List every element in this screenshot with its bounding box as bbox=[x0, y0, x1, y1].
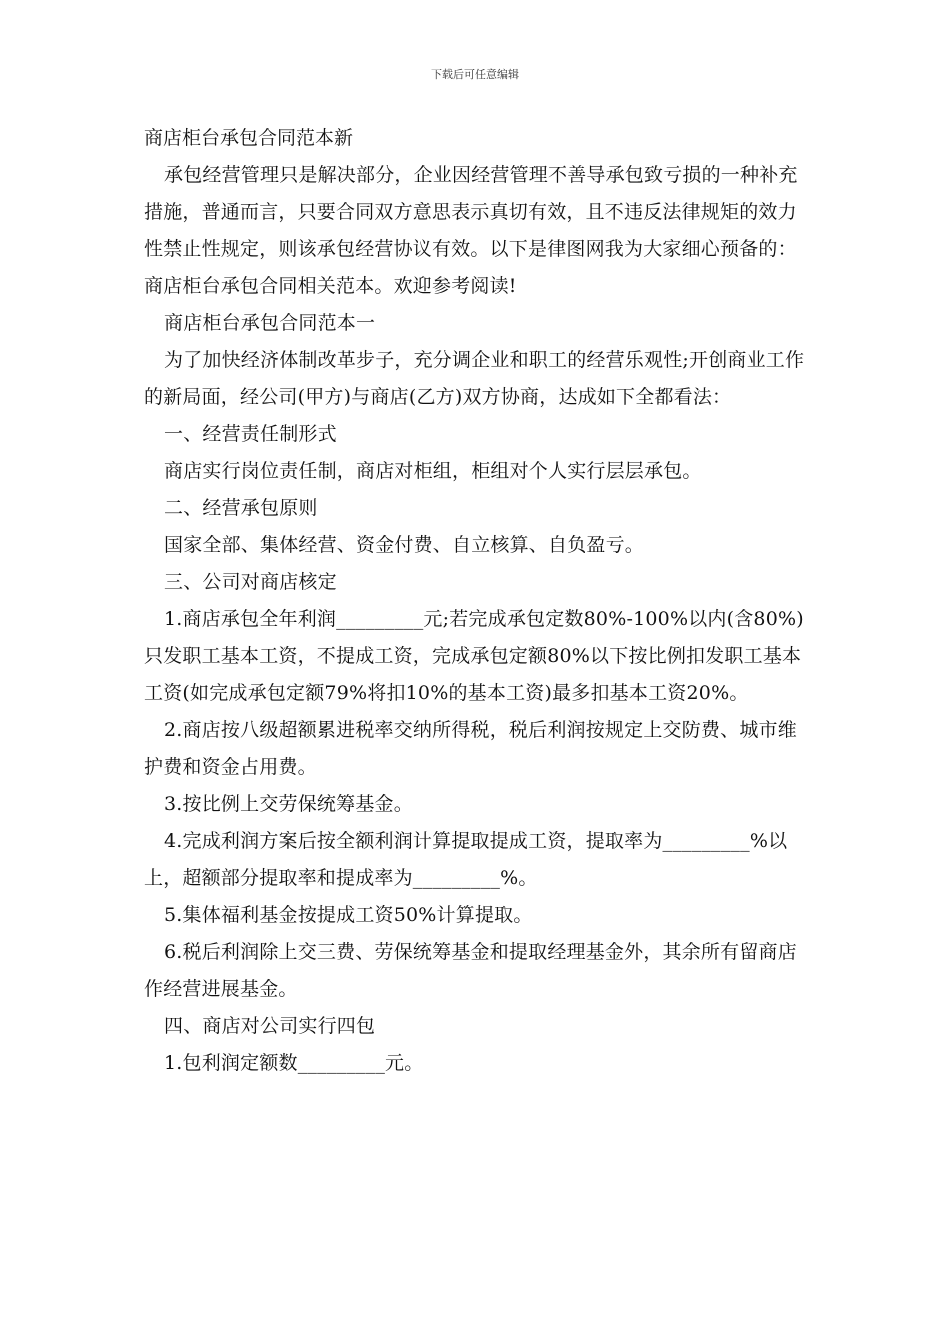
section-heading-1: 一、经营责任制形式 bbox=[164, 423, 337, 445]
clause-3-6: 6.税后利润除上交三费、劳保统筹基金和提取经理基金外，其余所有留商店作经营进展基金。 bbox=[144, 941, 797, 1000]
section-heading-4: 四、商店对公司实行四包 bbox=[164, 1015, 376, 1037]
document-body bbox=[144, 120, 814, 1082]
section-heading-2: 二、经营承包原则 bbox=[164, 497, 318, 519]
paragraph-responsibility: 商店实行岗位责任制，商店对柜组，柜组对个人实行层层承包。 bbox=[164, 460, 702, 482]
clause-3-5: 5.集体福利基金按提成工资50%计算提取。 bbox=[164, 904, 533, 926]
clause-3-4: 4.完成利润方案后按全额利润计算提取提成工资，提取率为_________%以上，超额部分提取率和提成率为_________%。 bbox=[144, 830, 788, 889]
clause-4-1: 1.包利润定额数_________元。 bbox=[164, 1052, 424, 1074]
section-heading-3: 三、公司对商店核定 bbox=[164, 571, 337, 593]
clause-3-3: 3.按比例上交劳保统筹基金。 bbox=[164, 793, 413, 815]
clause-3-1: 1.商店承包全年利润_________元;若完成承包定数80%-100%以内(含80%)只发职工基本工资，不提成工资，完成承包定额80%以下按比例扣发职工基本工资(如完成承包定额79%将扣10%的基本工资)最多扣基本工资20%。 bbox=[144, 608, 804, 704]
section-heading-sample-one: 商店柜台承包合同范本一 bbox=[164, 312, 376, 334]
document-title: 商店柜台承包合同范本新 bbox=[144, 127, 354, 149]
clause-3-2: 2.商店按八级超额累进税率交纳所得税，税后利润按规定上交防费、城市维护费和资金占用费。 bbox=[144, 719, 797, 778]
paragraph-principles: 国家全部、集体经营、资金付费、自立核算、自负盈亏。 bbox=[164, 534, 645, 556]
paragraph-intro: 承包经营管理只是解决部分，企业因经营管理不善导承包致亏损的一种补充措施，普通而言，只要合同双方意思表示真切有效，且不违反法律规矩的效力性禁止性规定，则该承包经营协议有效。以下是律图网我为大家细心预备的：商店柜台承包合同相关范本。欢迎参考阅读! bbox=[144, 164, 798, 297]
page-header-note: 下载后可任意编辑 bbox=[431, 68, 519, 81]
paragraph-preamble: 为了加快经济体制改革步子，充分调企业和职工的经营乐观性;开创商业工作的新局面，经公司(甲方)与商店(乙方)双方协商，达成如下全都看法： bbox=[144, 349, 805, 408]
